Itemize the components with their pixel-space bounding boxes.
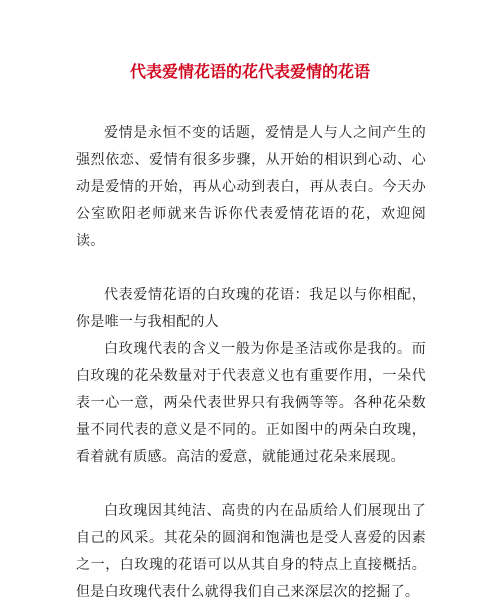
paragraph-spacer	[76, 255, 426, 282]
flower-meaning-heading-paragraph: 代表爱情花语的白玫瑰的花语：我足以与你相配，你是唯一与我相配的人	[76, 287, 426, 330]
article-title: 代表爱情花语的花代表爱情的花语	[129, 62, 370, 81]
white-rose-meaning-paragraph: 白玫瑰代表的含义一般为你是圣洁或你是我的。而白玫瑰的花朵数量对于代表意义也有重要作用，一朵代表一心一意，两朵代表世界只有我俩等等。各种花朵数量不同代表的意义是不同的。正如图中的两朵白玫瑰，看着就有质感。高洁的爱意，就能通过花朵来展现。	[76, 341, 426, 465]
white-rose-quality-paragraph: 白玫瑰因其纯洁、高贵的内在品质给人们展现出了自己的风采。其花朵的圆润和饱满也是受人喜爱的因素之一，白玫瑰的花语可以从其自身的特点上直接概括。但是白玫瑰代表什么就得我们自己来深层次的挖掘了。	[76, 503, 426, 600]
paragraph-spacer	[76, 471, 426, 498]
intro-paragraph: 爱情是永恒不变的话题，爱情是人与人之间产生的强烈依恋、爱情有很多步骤，从开始的相识到心动、心动是爱情的开始，再从心动到表白，再从表白。今天办公室欧阳老师就来告诉你代表爱情花语的花，欢迎阅读。	[76, 125, 426, 249]
article-body	[76, 120, 426, 606]
